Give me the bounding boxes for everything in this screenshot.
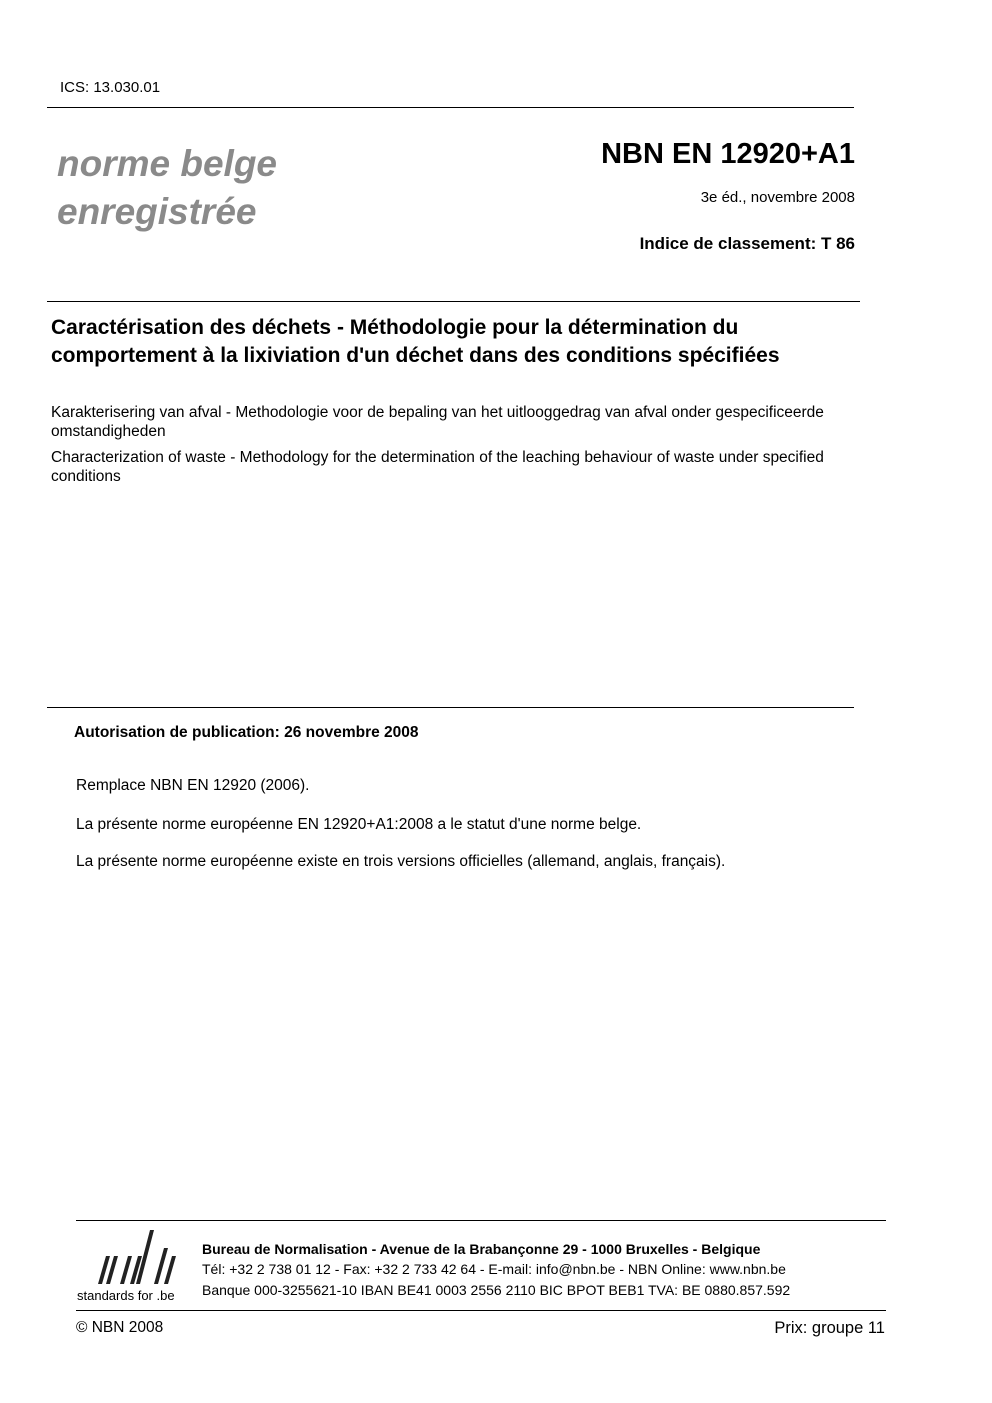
title-french: Caractérisation des déchets - Méthodologie pour la détermination du comportement à la lixiviation d'un déchet dans des conditions spécifiées	[51, 316, 780, 367]
header-rule	[47, 107, 854, 108]
classification-index: Indice de classement: T 86	[639, 234, 855, 253]
status-label-line1: norme belge	[57, 143, 277, 184]
footer-address: Bureau de Normalisation - Avenue de la Brabançonne 29 - 1000 Bruxelles - Belgique	[202, 1241, 761, 1257]
edition: 3e éd., novembre 2008	[700, 189, 855, 206]
document-status-label	[57, 140, 277, 236]
price-group: Prix: groupe 11	[774, 1319, 885, 1337]
footer-contact: Tél: +32 2 738 01 12 - Fax: +32 2 733 42 64 - E-mail: info@nbn.be - NBN Online: www.nbn.be	[202, 1261, 786, 1277]
replaces-note: Remplace NBN EN 12920 (2006).	[76, 777, 310, 794]
copyright-rule	[76, 1310, 886, 1311]
publication-authorisation: Autorisation de publication: 26 novembre 2008	[74, 724, 419, 741]
title-rule	[47, 301, 860, 302]
publication-rule	[47, 707, 854, 708]
footer-bank: Banque 000-3255621-10 IBAN BE41 0003 2556 2110 BIC BPOT BEB1 TVA: BE 0880.857.592	[202, 1282, 791, 1298]
title-english: Characterization of waste - Methodology for the determination of the leaching behaviour of waste under specified conditions	[51, 449, 824, 485]
versions-note: La présente norme européenne existe en trois versions officielles (allemand, anglais, français).	[76, 853, 726, 870]
status-label-line2: enregistrée	[57, 191, 257, 232]
logo-tagline: standards for .be	[77, 1288, 175, 1303]
standard-code: NBN EN 12920+A1	[601, 138, 855, 170]
title-dutch: Karakterisering van afval - Methodologie voor de bepaling van het uitlooggedrag van afval onder gespecificeerde omstandigheden	[51, 404, 824, 440]
status-note: La présente norme européenne EN 12920+A1:2008 a le statut d'une norme belge.	[76, 816, 642, 833]
copyright: © NBN 2008	[76, 1319, 164, 1336]
footer-rule	[76, 1220, 886, 1221]
ics-code: ICS: 13.030.01	[60, 79, 161, 96]
